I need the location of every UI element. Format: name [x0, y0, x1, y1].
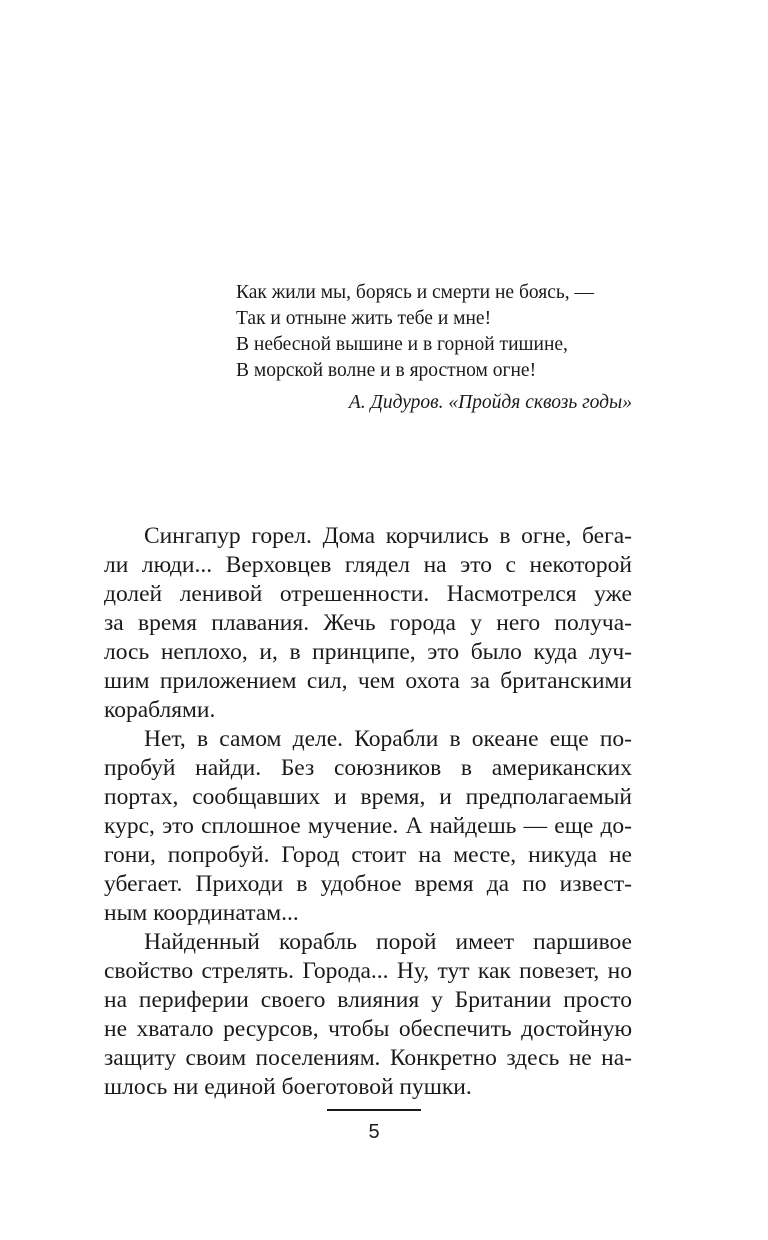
epigraph-attribution: А. Дидуров. «Пройдя сквозь годы»	[348, 392, 632, 413]
paragraph	[104, 522, 632, 725]
text-line: на периферии своего влияния у Британии просто	[104, 987, 632, 1013]
text-line: шлось ни единой боеготовой пушки.	[104, 1074, 472, 1100]
text-line: пробуй найди. Без союзников в американских	[104, 755, 632, 781]
text-line: защиту своим поселениям. Конкретно здесь не на-	[104, 1045, 632, 1071]
text-line: шим приложением сил, чем охота за британскими	[104, 668, 632, 694]
text-line: свойство стрелять. Города... Ну, тут как повезет, но	[104, 958, 632, 984]
text-line: Сингапур горел. Дома корчились в огне, бега-	[144, 523, 632, 549]
text-line: убегает. Приходи в удобное время да по извест-	[104, 871, 632, 897]
text-line: гони, попробуй. Город стоит на месте, никуда не	[104, 842, 632, 868]
epigraph-line: Так и отныне жить тебе и мне!	[236, 308, 492, 329]
text-line: кораблями.	[104, 697, 216, 723]
text-line: портах, сообщавших и время, и предполагаемый	[104, 784, 632, 810]
paragraph	[104, 928, 632, 1102]
text-line: Нет, в самом деле. Корабли в океане еще по-	[144, 726, 632, 752]
text-line: ным координатам...	[104, 900, 299, 926]
text-line: лось неплохо, и, в принципе, это было куда луч-	[104, 639, 632, 665]
text-line: Найденный корабль порой имеет паршивое	[144, 929, 632, 955]
text-line: курс, это сплошное мучение. А найдешь — еще до-	[104, 813, 632, 839]
footer-rule	[327, 1109, 421, 1111]
text-line: ли люди... Верховцев глядел на это с некоторой	[104, 552, 632, 578]
epigraph	[236, 280, 636, 416]
epigraph-line: Как жили мы, борясь и смерти не боясь, —	[236, 282, 595, 303]
text-line: не хватало ресурсов, чтобы обеспечить достойную	[104, 1016, 632, 1042]
body-text	[104, 522, 632, 1102]
text-line: долей ленивой отрешенности. Насмотрелся уже	[104, 581, 632, 607]
paragraph	[104, 725, 632, 928]
text-line: за время плавания. Жечь города у него получа-	[104, 610, 632, 636]
epigraph-line: В морской волне и в яростном огне!	[236, 360, 537, 381]
epigraph-line: В небесной вышине и в горной тишине,	[236, 334, 568, 355]
page-number: 5	[368, 1121, 380, 1143]
